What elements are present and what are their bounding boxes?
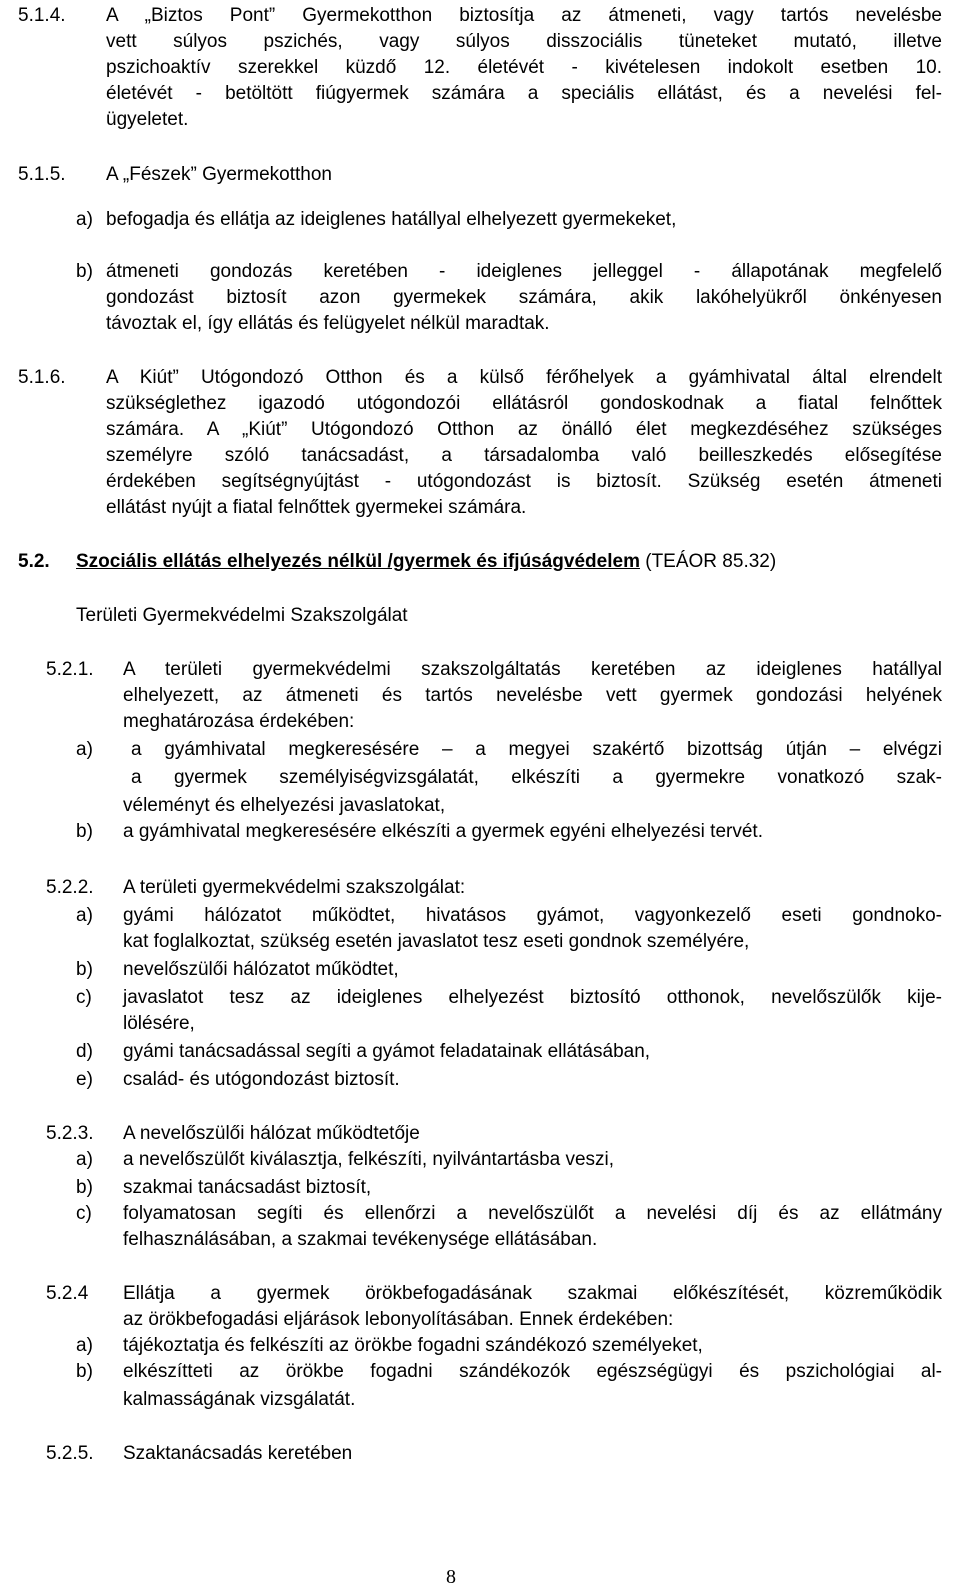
section-title: Szociális ellátás elhelyezés nélkül /gyermek és ifjúságvédelem [76, 551, 640, 572]
section-title: Szaktanácsadás keretében [123, 1443, 353, 1464]
list-marker: b) [76, 1361, 93, 1382]
list-item-line: felhasználásában, a szakmai tevékenysége ellátásában. [123, 1229, 598, 1250]
section-number: 5.1.5. [18, 164, 66, 185]
list-item-line: a gyámhivatal megkeresésére – a megyei szakértő bizottság útján – elvégzi [131, 739, 942, 760]
list-item-line: gyámi tanácsadással segíti a gyámot feladatainak ellátásában, [123, 1041, 651, 1062]
page-number: 8 [446, 1566, 456, 1588]
section-number: 5.2.5. [46, 1443, 94, 1464]
paragraph-line: A „Biztos Pont” Gyermekotthon biztosítja az átmeneti, vagy tartós nevelésbe [106, 5, 942, 26]
list-marker: a) [76, 209, 93, 230]
subsection-title: Területi Gyermekvédelmi Szakszolgálat [76, 605, 408, 626]
paragraph-line: vett súlyos pszichés, vagy súlyos disszociális tüneteket mutató, illetve [106, 31, 942, 52]
paragraph-line: személyre szóló tanácsadást, a társadalomba való beilleszkedés elősegítése [106, 445, 942, 466]
paragraph-line: pszichoaktív szerekkel küzdő 12. életévét - kivételesen indokolt esetben 10. [106, 57, 942, 78]
list-item-line: lölésére, [123, 1013, 195, 1034]
list-item-line: család- és utógondozást biztosít. [123, 1069, 400, 1090]
paragraph-line: ügyeletet. [106, 109, 189, 130]
paragraph-line: az örökbefogadási eljárások lebonyolításában. Ennek érdekében: [123, 1309, 674, 1330]
paragraph-line: életévét - betöltött fiúgyermek számára a speciális ellátást, és a nevelési fel- [106, 83, 942, 104]
section-number: 5.2.4 [46, 1283, 89, 1304]
list-item-line: a gyámhivatal megkeresésére elkészíti a gyermek egyéni elhelyezési tervét. [123, 821, 763, 842]
list-item-line: javaslatot tesz az ideiglenes elhelyezést biztosító otthonok, nevelőszülők kije- [123, 987, 942, 1008]
list-marker: c) [76, 1203, 92, 1224]
list-item-line: gyámi hálózatot működtet, hivatásos gyámot, vagyonkezelő eseti gondnoko- [123, 905, 942, 926]
list-item-line: nevelőszülői hálózatot működtet, [123, 959, 399, 980]
section-number: 5.2.2. [46, 877, 94, 898]
list-marker: a) [76, 905, 93, 926]
paragraph-line: A Kiút” Utógondozó Otthon és a külső férőhelyek a gyámhivatal által elrendelt [106, 367, 942, 388]
section-heading [76, 550, 776, 574]
paragraph-line: szükséglethez igazodó utógondozói ellátásról gondoskodnak a fiatal felnőttek [106, 393, 942, 414]
list-marker: d) [76, 1041, 93, 1062]
paragraph-line: érdekében segítségnyújtást - utógondozást is biztosít. Szükség esetén átmeneti [106, 471, 942, 492]
list-item-line: távoztak el, így ellátás és felügyelet nélkül maradtak. [106, 313, 550, 334]
paragraph-line: Ellátja a gyermek örökbefogadásának szakmai előkészítését, közreműködik [123, 1283, 942, 1304]
list-item-line: befogadja és ellátja az ideiglenes hatállyal elhelyezett gyermekeket, [106, 209, 677, 230]
list-marker: a) [76, 739, 93, 760]
list-item-line: átmeneti gondozás keretében - ideiglenes jelleggel - állapotának megfelelő [106, 261, 942, 282]
section-title: A területi gyermekvédelmi szakszolgálat: [123, 877, 466, 898]
list-item-line: szakmai tanácsadást biztosít, [123, 1177, 372, 1198]
list-marker: b) [76, 959, 93, 980]
list-marker: e) [76, 1069, 93, 1090]
section-title: A „Fészek” Gyermekotthon [106, 164, 332, 185]
list-marker: b) [76, 821, 93, 842]
section-number: 5.2. [18, 551, 50, 572]
list-marker: a) [76, 1335, 93, 1356]
section-title: A nevelőszülői hálózat működtetője [123, 1123, 420, 1144]
section-code: (TEÁOR 85.32) [645, 551, 777, 572]
list-item-line: a gyermek személyiségvizsgálatát, elkészíti a gyermekre vonatkozó szak- [131, 767, 942, 788]
list-item-line: elkészítteti az örökbe fogadni szándékozók egészségügyi és pszichológiai al- [123, 1361, 942, 1382]
paragraph-line: elhelyezett, az átmeneti és tartós nevelésbe vett gyermek gondozási helyének [123, 685, 942, 706]
list-item-line: véleményt és elhelyezési javaslatokat, [123, 795, 446, 816]
list-marker: b) [76, 1177, 93, 1198]
list-item-line: a nevelőszülőt kiválasztja, felkészíti, nyilvántartásba veszi, [123, 1149, 615, 1170]
list-item-line: folyamatosan segíti és ellenőrzi a nevelőszülőt a nevelési díj és az ellátmány [123, 1203, 942, 1224]
paragraph-line: meghatározása érdekében: [123, 711, 355, 732]
paragraph-line: számára. A „Kiút” Utógondozó Otthon az önálló élet megkezdéséhez szükséges [106, 419, 942, 440]
section-number: 5.1.4. [18, 5, 66, 26]
list-item-line: kat foglalkoztat, szükség esetén javaslatot tesz eseti gondnok személyére, [123, 931, 750, 952]
paragraph-line: A területi gyermekvédelmi szakszolgáltatás keretében az ideiglenes hatállyal [123, 659, 942, 680]
list-item-line: kalmasságának vizsgálatát. [123, 1389, 356, 1410]
paragraph-line: ellátást nyújt a fiatal felnőttek gyermekei számára. [106, 497, 527, 518]
list-marker: b) [76, 261, 93, 282]
list-item-line: tájékoztatja és felkészíti az örökbe fogadni szándékozó személyeket, [123, 1335, 703, 1356]
section-number: 5.2.1. [46, 659, 94, 680]
section-number: 5.2.3. [46, 1123, 94, 1144]
list-marker: a) [76, 1149, 93, 1170]
section-number: 5.1.6. [18, 367, 66, 388]
list-item-line: gondozást biztosít azon gyermekek számára, akik lakóhelyükről önkényesen [106, 287, 942, 308]
list-marker: c) [76, 987, 92, 1008]
